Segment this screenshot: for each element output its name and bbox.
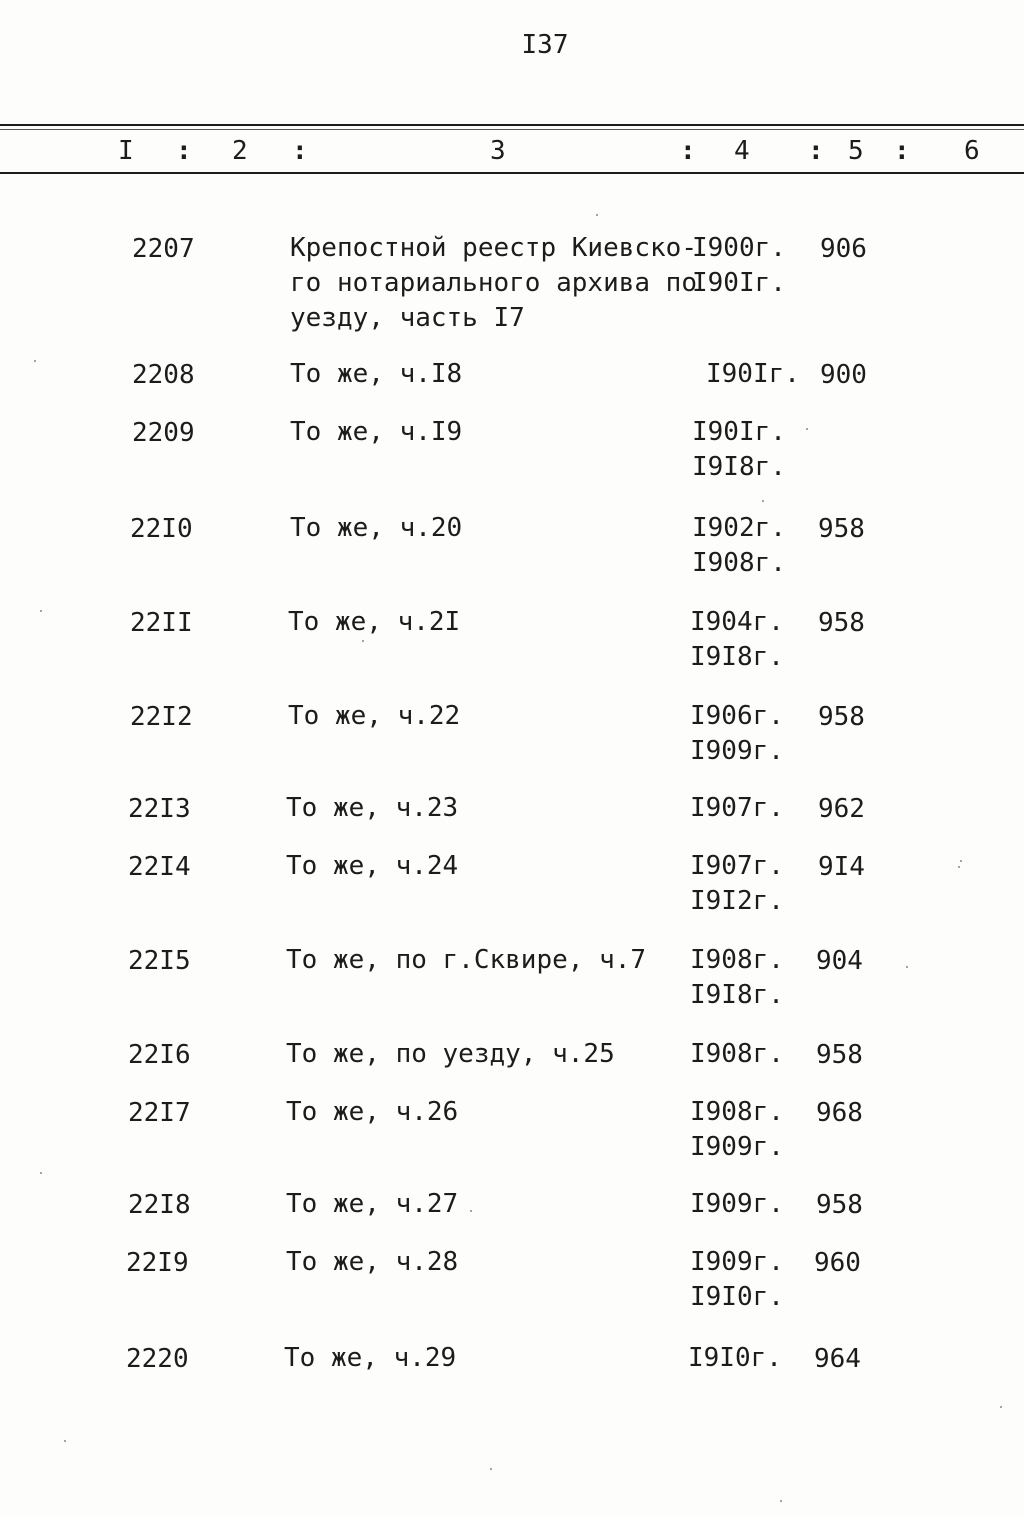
- item-years: I908г.: [692, 548, 786, 578]
- header-col-2: 2: [232, 136, 248, 166]
- item-years: I9I8г.: [692, 452, 786, 482]
- item-years: I908г.: [690, 1039, 784, 1069]
- item-sheet-count: 958: [818, 702, 865, 732]
- item-description: То же, по г.Сквире, ч.7: [286, 945, 647, 975]
- item-years: I90Iг.: [692, 268, 786, 298]
- item-years: I9I2г.: [690, 886, 784, 916]
- header-top-rule-thin: [0, 129, 1024, 130]
- item-description: То же, по уезду, ч.25: [286, 1039, 615, 1069]
- item-years: I909г.: [690, 1189, 784, 1219]
- item-description: То же, ч.24: [286, 851, 459, 881]
- item-number: 2208: [132, 360, 195, 390]
- item-description: То же, ч.20: [290, 513, 463, 543]
- item-number: 22I0: [130, 514, 193, 544]
- header-top-rule: [0, 124, 1024, 126]
- item-sheet-count: 968: [816, 1098, 863, 1128]
- header-col-3: 3: [490, 136, 506, 166]
- item-years: I906г.: [690, 701, 784, 731]
- item-years: I909г.: [690, 736, 784, 766]
- header-col-5: 5: [848, 136, 864, 166]
- header-separator: :: [292, 136, 308, 166]
- item-number: 2207: [132, 234, 195, 264]
- item-number: 22I8: [128, 1190, 191, 1220]
- item-number: 22I6: [128, 1040, 191, 1070]
- item-number: 22I2: [130, 702, 193, 732]
- item-years: I908г.: [690, 945, 784, 975]
- item-sheet-count: 962: [818, 794, 865, 824]
- item-sheet-count: 960: [814, 1248, 861, 1278]
- item-years: I907г.: [690, 851, 784, 881]
- header-separator: :: [894, 136, 910, 166]
- item-sheet-count: 900: [820, 360, 867, 390]
- item-years: I9I8г.: [690, 642, 784, 672]
- item-years: I90Iг.: [692, 417, 786, 447]
- item-description: То же, ч.29: [284, 1343, 457, 1373]
- item-sheet-count: 964: [814, 1344, 861, 1374]
- page-number: I37: [521, 30, 569, 60]
- item-sheet-count: 9I4: [818, 852, 865, 882]
- item-years: I9I8г.: [690, 980, 784, 1010]
- item-years: I908г.: [690, 1097, 784, 1127]
- header-col-4: 4: [734, 136, 750, 166]
- item-description: То же, ч.I8: [290, 359, 463, 389]
- item-description: То же, ч.2I: [288, 607, 461, 637]
- item-description: То же, ч.27: [286, 1189, 459, 1219]
- item-years: I902г.: [692, 513, 786, 543]
- item-sheet-count: 904: [816, 946, 863, 976]
- header-col-1: I: [118, 136, 134, 166]
- item-number: 22II: [130, 608, 193, 638]
- item-number: 2209: [132, 418, 195, 448]
- item-description: То же, ч.26: [286, 1097, 459, 1127]
- item-years: I907г.: [690, 793, 784, 823]
- header-separator: :: [176, 136, 192, 166]
- item-number: 22I7: [128, 1098, 191, 1128]
- header-separator: :: [680, 136, 696, 166]
- item-description: То же, ч.23: [286, 793, 459, 823]
- item-number: 22I9: [126, 1248, 189, 1278]
- item-years: I90Iг.: [706, 359, 800, 389]
- item-years: I909г.: [690, 1247, 784, 1277]
- item-description: То же, ч.28: [286, 1247, 459, 1277]
- item-description: То же, ч.I9: [290, 417, 463, 447]
- item-sheet-count: 906: [820, 234, 867, 264]
- item-sheet-count: 958: [818, 608, 865, 638]
- item-description: То же, ч.22: [288, 701, 461, 731]
- item-years: I9I0г.: [688, 1343, 782, 1373]
- item-years: I909г.: [690, 1132, 784, 1162]
- item-description: Крепостной реестр Киевско-: [290, 233, 697, 263]
- item-sheet-count: 958: [816, 1040, 863, 1070]
- header-separator: :: [808, 136, 824, 166]
- item-sheet-count: 958: [816, 1190, 863, 1220]
- item-sheet-count: 958: [818, 514, 865, 544]
- item-years: I904г.: [690, 607, 784, 637]
- header-bottom-rule: [0, 172, 1024, 174]
- item-description: уезду, часть I7: [290, 303, 525, 333]
- item-description: го нотариального архива по: [290, 268, 697, 298]
- item-number: 22I3: [128, 794, 191, 824]
- item-years: I900г.: [692, 233, 786, 263]
- item-number: 22I4: [128, 852, 191, 882]
- item-years: I9I0г.: [690, 1282, 784, 1312]
- item-number: 22I5: [128, 946, 191, 976]
- item-number: 2220: [126, 1344, 189, 1374]
- header-col-6: 6: [964, 136, 980, 166]
